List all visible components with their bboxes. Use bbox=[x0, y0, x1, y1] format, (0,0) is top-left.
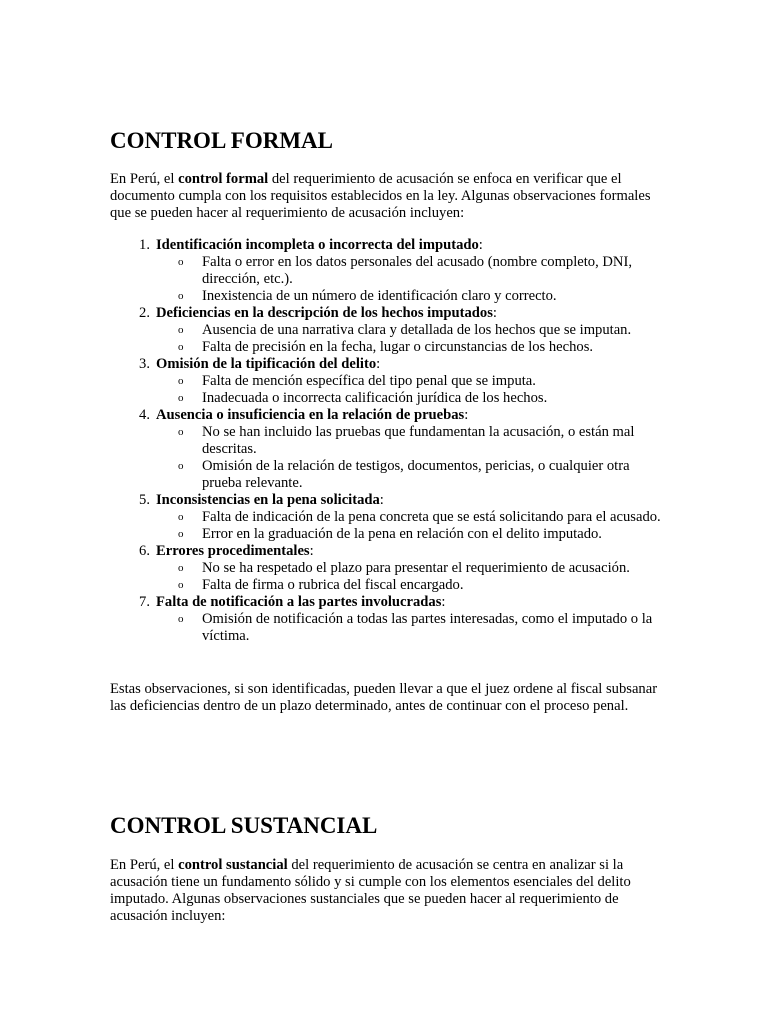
sub-item bbox=[156, 390, 670, 407]
item-title: Identificación incompleta o incorrecta del imputado bbox=[156, 237, 479, 253]
sub-item-text: No se ha respetado el plazo para presentar el requerimiento de acusación. bbox=[202, 560, 630, 576]
bullet-icon: o bbox=[178, 341, 184, 353]
observations-list bbox=[110, 237, 670, 645]
list-item bbox=[110, 305, 670, 356]
item-separator: : bbox=[376, 356, 381, 372]
sub-item-text: Falta de indicación de la pena concreta que se está solicitando para el acusado. bbox=[202, 509, 661, 525]
item-separator: : bbox=[379, 492, 384, 508]
sub-item bbox=[156, 424, 670, 458]
bullet-icon: o bbox=[178, 290, 184, 302]
intro-text-pre: En Perú, el bbox=[110, 171, 179, 187]
item-separator: : bbox=[464, 407, 469, 423]
item-title: Errores procedimentales bbox=[156, 543, 310, 559]
intro-bold-term: control sustancial bbox=[178, 857, 288, 873]
intro-bold-term: control formal bbox=[178, 171, 269, 187]
intro-paragraph-sustancial bbox=[110, 857, 670, 925]
item-number: 7. bbox=[139, 594, 150, 610]
sub-list bbox=[156, 509, 670, 543]
intro-text-post: del requerimiento de acusación se centra en analizar si la acusación tiene un fundamento sólido y si cumple con los elementos esenciales del delito imputado. Algunas observaciones sustanciales que se pueden hacer al requerimiento de acusación incluyen: bbox=[110, 857, 631, 924]
sub-item bbox=[156, 322, 670, 339]
sub-item bbox=[156, 560, 670, 577]
item-separator: : bbox=[478, 237, 483, 253]
sub-item-text: Falta de mención específica del tipo penal que se imputa. bbox=[202, 373, 536, 389]
bullet-icon: o bbox=[178, 579, 184, 591]
sub-item bbox=[156, 373, 670, 390]
bullet-icon: o bbox=[178, 511, 184, 523]
sub-item-text: Falta de precisión en la fecha, lugar o circunstancias de los hechos. bbox=[202, 339, 594, 355]
sub-item-text: Falta de firma o rubrica del fiscal encargado. bbox=[202, 577, 464, 593]
intro-text-pre: En Perú, el bbox=[110, 857, 179, 873]
sub-item bbox=[156, 254, 670, 288]
sub-item bbox=[156, 509, 670, 526]
list-item bbox=[110, 407, 670, 492]
list-item bbox=[110, 356, 670, 407]
bullet-icon: o bbox=[178, 613, 184, 625]
item-number: 6. bbox=[139, 543, 150, 559]
section-heading-control-formal: CONTROL FORMAL bbox=[110, 128, 333, 153]
item-number: 2. bbox=[139, 305, 150, 321]
bullet-icon: o bbox=[178, 392, 184, 404]
item-separator: : bbox=[492, 305, 497, 321]
item-number: 5. bbox=[139, 492, 150, 508]
list-item bbox=[110, 492, 670, 543]
closing-paragraph: Estas observaciones, si son identificadas, pueden llevar a que el juez ordene al fiscal subsanar las deficiencias dentro de un plazo determinado, antes de continuar con el proceso penal. bbox=[110, 681, 658, 714]
sub-list bbox=[156, 322, 670, 356]
item-title: Omisión de la tipificación del delito bbox=[156, 356, 377, 372]
sub-item-text: Error en la graduación de la pena en relación con el delito imputado. bbox=[202, 526, 602, 542]
intro-paragraph-formal bbox=[110, 171, 670, 222]
item-title: Falta de notificación a las partes involucradas bbox=[156, 594, 442, 610]
sub-item bbox=[156, 577, 670, 594]
bullet-icon: o bbox=[178, 375, 184, 387]
section-heading-control-sustancial: CONTROL SUSTANCIAL bbox=[110, 813, 378, 838]
item-number: 1. bbox=[139, 237, 150, 253]
sub-item-text: No se han incluido las pruebas que fundamentan la acusación, o están mal descritas. bbox=[202, 424, 635, 457]
sub-item bbox=[156, 611, 670, 645]
sub-list bbox=[156, 373, 670, 407]
sub-item bbox=[156, 458, 670, 492]
list-item bbox=[110, 543, 670, 594]
sub-item-text: Omisión de la relación de testigos, documentos, pericias, o cualquier otra prueba relevante. bbox=[202, 458, 630, 491]
sub-list bbox=[156, 560, 670, 594]
sub-item bbox=[156, 288, 670, 305]
intro-text-post: del requerimiento de acusación se enfoca en verificar que el documento cumpla con los requisitos establecidos en la ley. Algunas observaciones formales que se pueden hacer al requerimiento de acusación incluyen: bbox=[110, 171, 651, 221]
sub-list bbox=[156, 424, 670, 492]
bullet-icon: o bbox=[178, 562, 184, 574]
bullet-icon: o bbox=[178, 426, 184, 438]
sub-item-text: Inexistencia de un número de identificación claro y correcto. bbox=[202, 288, 557, 304]
sub-item-text: Inadecuada o incorrecta calificación jurídica de los hechos. bbox=[202, 390, 548, 406]
item-separator: : bbox=[441, 594, 446, 610]
list-item bbox=[110, 594, 670, 645]
item-title: Deficiencias en la descripción de los hechos imputados bbox=[156, 305, 493, 321]
bullet-icon: o bbox=[178, 528, 184, 540]
item-title: Ausencia o insuficiencia en la relación de pruebas bbox=[156, 407, 465, 423]
sub-list bbox=[156, 611, 670, 645]
list-item bbox=[110, 237, 670, 305]
bullet-icon: o bbox=[178, 324, 184, 336]
sub-list bbox=[156, 254, 670, 305]
sub-item-text: Ausencia de una narrativa clara y detallada de los hechos que se imputan. bbox=[202, 322, 632, 338]
bullet-icon: o bbox=[178, 460, 184, 472]
sub-item-text: Omisión de notificación a todas las partes interesadas, como el imputado o la víctima. bbox=[202, 611, 653, 644]
item-separator: : bbox=[309, 543, 314, 559]
sub-item-text: Falta o error en los datos personales del acusado (nombre completo, DNI, dirección, etc.). bbox=[202, 254, 632, 287]
item-number: 3. bbox=[139, 356, 150, 372]
item-title: Inconsistencias en la pena solicitada bbox=[156, 492, 380, 508]
sub-item bbox=[156, 526, 670, 543]
bullet-icon: o bbox=[178, 256, 184, 268]
item-number: 4. bbox=[139, 407, 150, 423]
sub-item bbox=[156, 339, 670, 356]
